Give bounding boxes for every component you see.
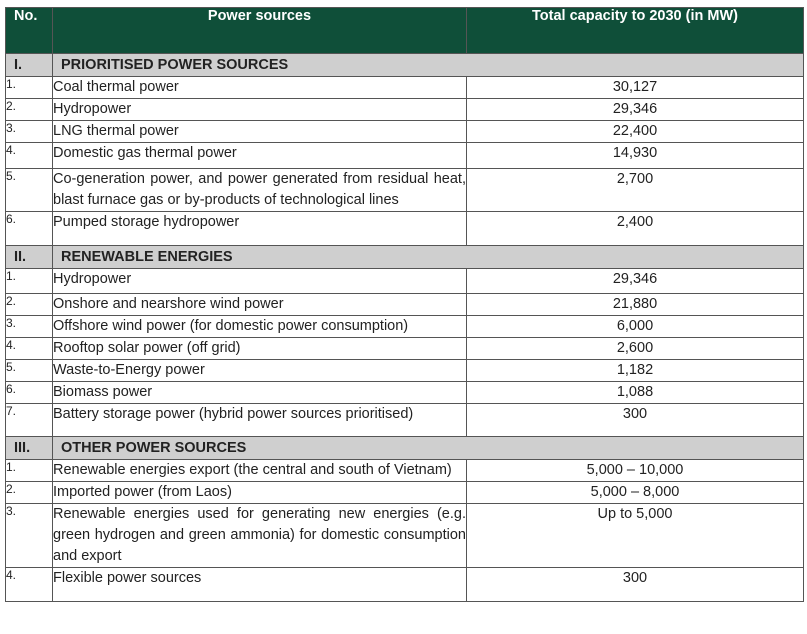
row-index: 4. xyxy=(6,143,53,169)
row-power-source: Pumped storage hydropower xyxy=(53,212,467,246)
row-index: 3. xyxy=(6,316,53,338)
row-index: 5. xyxy=(6,169,53,212)
row-capacity: 1,088 xyxy=(467,382,804,404)
section-number: II. xyxy=(6,246,53,269)
section-row xyxy=(6,437,804,460)
row-capacity: 2,700 xyxy=(467,169,804,212)
row-index: 1. xyxy=(6,77,53,99)
table-row xyxy=(6,404,804,437)
section-title: OTHER POWER SOURCES xyxy=(53,437,804,460)
row-power-source: Renewable energies export (the central and south of Vietnam) xyxy=(53,460,467,482)
table-row xyxy=(6,460,804,482)
table-row xyxy=(6,143,804,169)
row-power-source: Co-generation power, and power generated from residual heat, blast furnace gas or by-products of technological lines xyxy=(53,169,467,212)
table-row xyxy=(6,212,804,246)
row-capacity: 29,346 xyxy=(467,269,804,294)
table-row xyxy=(6,99,804,121)
row-index: 1. xyxy=(6,269,53,294)
row-capacity: 5,000 – 10,000 xyxy=(467,460,804,482)
row-index: 7. xyxy=(6,404,53,437)
row-index: 5. xyxy=(6,360,53,382)
row-power-source: Domestic gas thermal power xyxy=(53,143,467,169)
table-row xyxy=(6,382,804,404)
row-power-source: Imported power (from Laos) xyxy=(53,482,467,504)
row-capacity: 30,127 xyxy=(467,77,804,99)
table-row xyxy=(6,169,804,212)
section-number: III. xyxy=(6,437,53,460)
row-power-source: Coal thermal power xyxy=(53,77,467,99)
header-total-capacity: Total capacity to 2030 (in MW) xyxy=(467,8,804,54)
row-capacity: Up to 5,000 xyxy=(467,504,804,568)
table-row xyxy=(6,482,804,504)
table-row xyxy=(6,338,804,360)
row-index: 4. xyxy=(6,338,53,360)
row-capacity: 14,930 xyxy=(467,143,804,169)
row-power-source: Rooftop solar power (off grid) xyxy=(53,338,467,360)
row-power-source: Onshore and nearshore wind power xyxy=(53,294,467,316)
section-number: I. xyxy=(6,54,53,77)
row-capacity: 2,600 xyxy=(467,338,804,360)
row-capacity: 300 xyxy=(467,568,804,602)
row-index: 1. xyxy=(6,460,53,482)
row-index: 4. xyxy=(6,568,53,602)
row-power-source: Hydropower xyxy=(53,269,467,294)
row-power-source: Offshore wind power (for domestic power consumption) xyxy=(53,316,467,338)
row-capacity: 2,400 xyxy=(467,212,804,246)
row-index: 3. xyxy=(6,121,53,143)
header-power-sources: Power sources xyxy=(53,8,467,54)
row-index: 2. xyxy=(6,99,53,121)
row-power-source: LNG thermal power xyxy=(53,121,467,143)
row-power-source: Renewable energies used for generating new energies (e.g. green hydrogen and green ammonia) for domestic consumption and export xyxy=(53,504,467,568)
row-capacity: 22,400 xyxy=(467,121,804,143)
row-index: 3. xyxy=(6,504,53,568)
header-no: No. xyxy=(6,8,53,54)
row-index: 2. xyxy=(6,294,53,316)
section-row xyxy=(6,54,804,77)
table-header-row xyxy=(6,8,804,54)
row-power-source: Biomass power xyxy=(53,382,467,404)
row-capacity: 29,346 xyxy=(467,99,804,121)
row-index: 6. xyxy=(6,212,53,246)
section-title: RENEWABLE ENERGIES xyxy=(53,246,804,269)
row-power-source: Hydropower xyxy=(53,99,467,121)
row-capacity: 5,000 – 8,000 xyxy=(467,482,804,504)
table-row xyxy=(6,360,804,382)
row-capacity: 300 xyxy=(467,404,804,437)
row-capacity: 6,000 xyxy=(467,316,804,338)
table-row xyxy=(6,316,804,338)
section-title: PRIORITISED POWER SOURCES xyxy=(53,54,804,77)
row-index: 6. xyxy=(6,382,53,404)
table-row xyxy=(6,504,804,568)
row-power-source: Battery storage power (hybrid power sources prioritised) xyxy=(53,404,467,437)
row-capacity: 1,182 xyxy=(467,360,804,382)
row-power-source: Waste-to-Energy power xyxy=(53,360,467,382)
table-row xyxy=(6,294,804,316)
table-row xyxy=(6,121,804,143)
table-row xyxy=(6,77,804,99)
row-power-source: Flexible power sources xyxy=(53,568,467,602)
section-row xyxy=(6,246,804,269)
power-capacity-table xyxy=(5,7,804,602)
table-row xyxy=(6,568,804,602)
row-index: 2. xyxy=(6,482,53,504)
row-capacity: 21,880 xyxy=(467,294,804,316)
table-row xyxy=(6,269,804,294)
